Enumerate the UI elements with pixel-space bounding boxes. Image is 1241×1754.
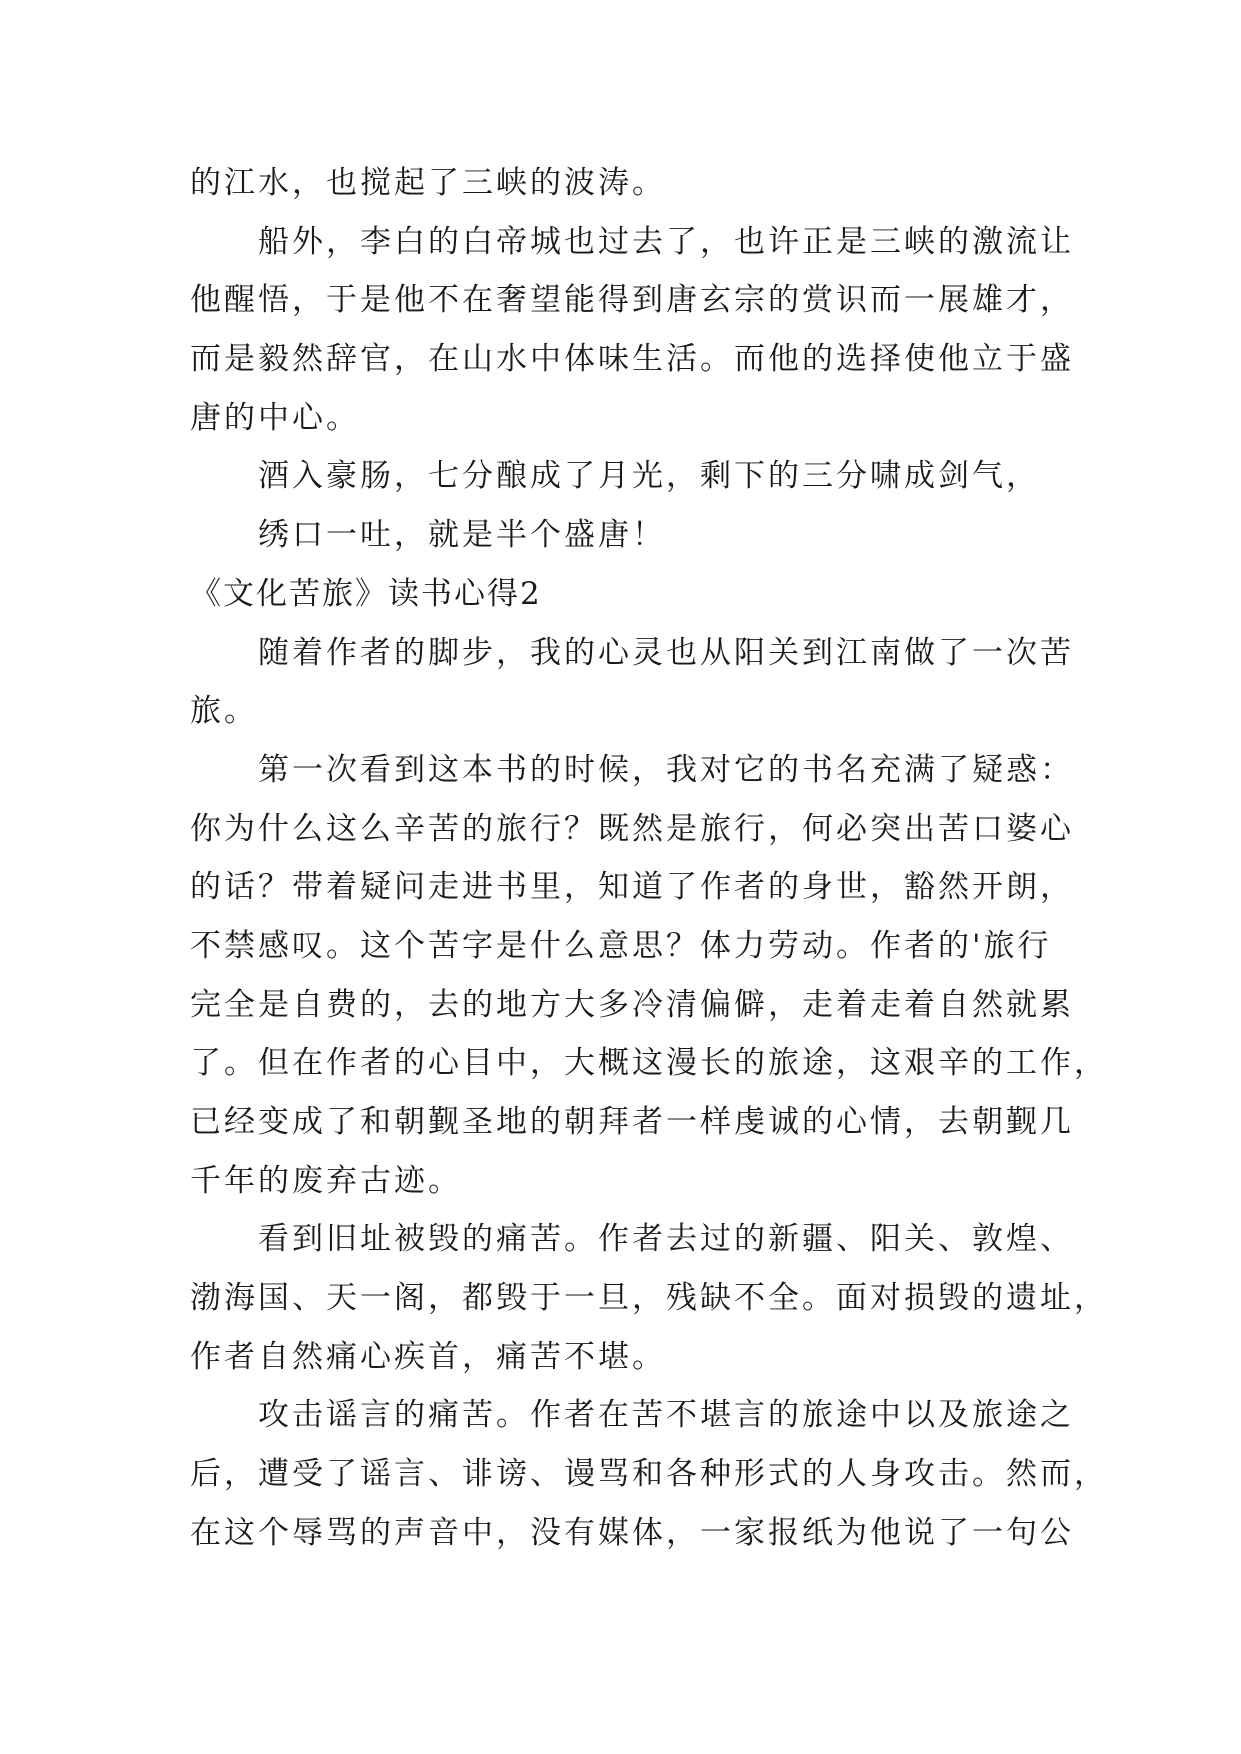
text-line: 而是毅然辞官，在山水中体味生活。而他的选择使他立于盛	[190, 341, 1074, 378]
paragraph-first-line: 酒入豪肠，七分酿成了月光，剩下的三分啸成剑气，	[258, 458, 1040, 495]
paragraph-first-line: 攻击谣言的痛苦。作者在苦不堪言的旅途中以及旅途之	[258, 1397, 1074, 1434]
article-body	[190, 154, 1108, 1563]
text-line: 在这个辱骂的声音中，没有媒体，一家报纸为他说了一句公	[190, 1514, 1074, 1551]
text-line: 完全是自费的，去的地方大多冷清偏僻，走着走着自然就累	[190, 986, 1074, 1023]
text-line: 的话？带着疑问走进书里，知道了作者的身世，豁然开朗，	[190, 869, 1074, 906]
text-line: 千年的废弃古迹。	[190, 1162, 462, 1199]
text-line: 他醒悟，于是他不在奢望能得到唐玄宗的赏识而一展雄才，	[190, 282, 1074, 319]
paragraph-first-line: 船外，李白的白帝城也过去了，也许正是三峡的激流让	[258, 223, 1074, 260]
text-line: 唐的中心。	[190, 399, 360, 436]
paragraph-first-line: 看到旧址被毁的痛苦。作者去过的新疆、阳关、敦煌、	[258, 1221, 1074, 1258]
paragraph-first-line: 第一次看到这本书的时候，我对它的书名充满了疑惑：	[258, 751, 1074, 788]
text-line: 作者自然痛心疾首，痛苦不堪。	[190, 1338, 666, 1375]
text-line: 渤海国、天一阁，都毁于一旦，残缺不全。面对损毁的遗址，	[190, 1280, 1108, 1317]
text-line: 不禁感叹。这个苦字是什么意思？体力劳动。作者的'旅行	[190, 927, 1052, 964]
text-line: 你为什么这么辛苦的旅行？既然是旅行，何必突出苦口婆心	[190, 810, 1074, 847]
section-heading: 《文化苦旅》读书心得2	[190, 575, 542, 612]
paragraph-first-line: 随着作者的脚步，我的心灵也从阳关到江南做了一次苦	[258, 634, 1074, 671]
paragraph-first-line: 绣口一吐，就是半个盛唐！	[258, 517, 666, 554]
text-line: 已经变成了和朝觐圣地的朝拜者一样虔诚的心情，去朝觐几	[190, 1104, 1074, 1140]
text-line: 后，遭受了谣言、诽谤、谩骂和各种形式的人身攻击。然而，	[190, 1456, 1108, 1493]
text-line: 旅。	[190, 693, 258, 730]
text-line: 了。但在作者的心目中，大概这漫长的旅途，这艰辛的工作，	[190, 1045, 1108, 1082]
text-line: 的江水，也搅起了三峡的波涛。	[190, 165, 666, 201]
